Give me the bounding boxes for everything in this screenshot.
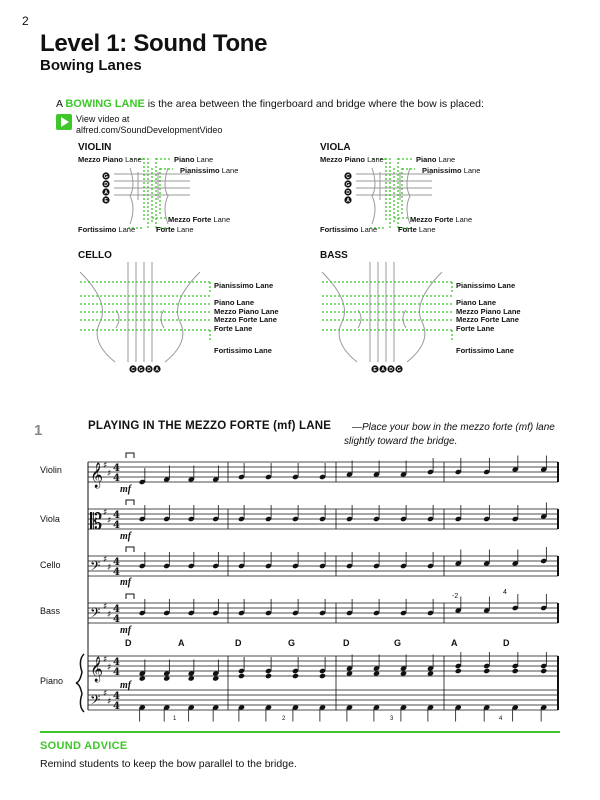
chord-label-8: D [503,638,510,648]
sharp-key-sig: ♯ [107,469,112,479]
measure-number-2: 2 [282,716,286,722]
bass-clef-piano-bass: 𝄢 [90,692,101,711]
treble-clef-violin: 𝄞 [90,463,104,488]
sound-advice-title: SOUND ADVICE [40,740,128,752]
viola-title: VIOLA [320,142,351,153]
bass-clef-bass: 𝄢 [90,605,101,624]
down-bow-mark [126,500,134,505]
cello-title: CELLO [78,250,112,261]
viola-string-a: A [346,198,350,204]
page-title: Level 1: Sound Tone [40,30,268,57]
sharp-key-sig: ♯ [103,655,108,665]
viola-mezzo-piano-label: Mezzo Piano Lane [320,155,384,164]
down-bow-mark [126,594,134,599]
sharp-key-sig: ♯ [103,689,108,699]
chord-label-4: G [288,638,296,648]
sharp-key-sig: ♯ [107,516,112,526]
sharp-key-sig: ♯ [103,508,108,518]
viola-fortissimo-label: Fortissimo Lane [320,225,378,234]
measure-number-4: 4 [499,716,503,722]
viola-string-d: D [346,190,350,196]
time-signature-bottom: 4 [113,701,120,712]
sharp-key-sig: ♯ [107,563,112,573]
bass-title: BASS [320,250,348,261]
violin-title: VIOLIN [78,142,112,153]
sharp-key-sig: ♯ [107,663,112,673]
bass-string-d: D [389,367,393,373]
time-signature-bottom: 4 [113,614,120,625]
cello-forte-label: Forte Lane [214,324,253,333]
sharp-key-sig: ♯ [103,602,108,612]
bass-string-g: G [397,367,401,373]
viola-mezzo-forte-label: Mezzo Forte Lane [410,215,473,224]
bass-pianissimo-label: Pianissimo Lane [456,281,516,290]
dynamic-mf-piano: mf [120,680,132,691]
viola-piano-label: Piano Lane [416,155,456,164]
violin-forte-label: Forte Lane [156,225,194,234]
note-chord-piano-treble [292,673,299,679]
bowing-lane-highlight: BOWING LANE [65,98,145,110]
violin-mezzo-piano-label: Mezzo Piano Lane [78,155,142,164]
note-chord-piano-treble [540,668,547,674]
chord-label-7: A [451,638,458,648]
time-signature-top: 4 [113,463,120,474]
exercise-number: 1 [34,422,43,439]
note-chord-piano-treble [455,668,462,674]
exercise-description-line2: slightly toward the bridge. [344,436,458,447]
dynamic-mf-bass: mf [120,625,132,636]
measure-number-3: 3 [390,716,394,722]
bass-mezzo-forte-label: Mezzo Forte Lane [456,315,519,324]
cello-string-d: D [147,367,151,373]
page-number: 2 [22,14,29,28]
time-signature-bottom: 4 [113,520,120,531]
bass-string-a: A [381,367,385,373]
sound-advice-text: Remind students to keep the bow parallel to the bridge. [40,758,297,770]
page-subtitle: Bowing Lanes [40,57,142,74]
viola-pianissimo-label: Pianissimo Lane [422,166,481,175]
note-chord-piano-treble [483,668,490,674]
part-label-violin: Violin [40,465,62,475]
viola-string-c: C [346,174,350,180]
down-bow-mark [126,547,134,552]
time-signature-bottom: 4 [113,667,120,678]
violin-mezzo-forte-label: Mezzo Forte Lane [168,215,231,224]
violin-string-d: D [104,182,108,188]
bass-forte-label: Forte Lane [456,324,495,333]
intro-suffix: is the area between the fingerboard and bridge where the bow is placed: [144,98,484,110]
exercise-title: PLAYING IN THE MEZZO FORTE (mf) LANE [88,420,332,432]
chord-label-1: D [125,638,132,648]
cello-pianissimo-label: Pianissimo Lane [214,281,274,290]
time-signature-top: 4 [113,604,120,615]
part-label-bass: Bass [40,606,61,616]
note-chord-piano-treble [512,668,519,674]
alto-clef-viola: 𝄡 [90,510,103,535]
measure-number-1: 1 [173,716,177,722]
cello-mezzo-piano-label: Mezzo Piano Lane [214,307,279,316]
intro-prefix: A [56,98,66,110]
fingering-2: -2 [452,593,459,600]
violin-pianissimo-label: Pianissimo Lane [180,166,239,175]
sharp-key-sig: ♯ [103,555,108,565]
video-link-url[interactable]: alfred.com/SoundDevelopmentVideo [76,125,223,135]
chord-label-2: A [178,638,185,648]
cello-fortissimo-label: Fortissimo Lane [214,346,272,355]
time-signature-top: 4 [113,691,120,702]
fingering-4: 4 [503,589,507,596]
treble-clef-piano-treble: 𝄞 [90,657,104,682]
piano-brace [76,654,84,712]
advice-divider [40,731,560,733]
chord-label-3: D [235,638,242,648]
cello-string-g: G [139,367,143,373]
chord-label-6: G [394,638,402,648]
violin-string-e: E [104,198,108,204]
note-chord-piano-treble [238,673,245,679]
bass-string-e: E [373,367,377,373]
violin-string-g: G [104,174,108,180]
bass-piano-label: Piano Lane [456,298,497,307]
viola-forte-label: Forte Lane [398,225,436,234]
bass-mezzo-piano-label: Mezzo Piano Lane [456,307,521,316]
dynamic-mf-viola: mf [120,531,132,542]
exercise-description-line1: —Place your bow in the mezzo forte (mf) lane [352,422,555,433]
violin-piano-label: Piano Lane [174,155,214,164]
part-label-cello: Cello [40,560,61,570]
cello-piano-label: Piano Lane [214,298,255,307]
time-signature-top: 4 [113,557,120,568]
sharp-key-sig: ♯ [107,610,112,620]
cello-string-c: C [131,367,135,373]
video-link-line1: View video at [76,114,130,124]
dynamic-mf-violin: mf [120,484,132,495]
cello-mezzo-forte-label: Mezzo Forte Lane [214,315,277,324]
part-label-piano: Piano [40,676,64,686]
chord-label-5: D [343,638,350,648]
viola-string-g: G [346,182,350,188]
part-label-viola: Viola [40,514,60,524]
down-bow-mark [126,453,134,458]
dynamic-mf-cello: mf [120,577,132,588]
time-signature-bottom: 4 [113,473,120,484]
sharp-key-sig: ♯ [103,461,108,471]
sharp-key-sig: ♯ [107,697,112,707]
violin-string-a: A [104,190,108,196]
time-signature-top: 4 [113,510,120,521]
cello-string-a: A [155,367,159,373]
time-signature-bottom: 4 [113,567,120,578]
violin-fortissimo-label: Fortissimo Lane [78,225,136,234]
bass-clef-cello: 𝄢 [90,558,101,577]
time-signature-top: 4 [113,657,120,668]
note-chord-piano-treble [319,673,326,679]
note-chord-piano-treble [265,673,272,679]
bass-fortissimo-label: Fortissimo Lane [456,346,514,355]
